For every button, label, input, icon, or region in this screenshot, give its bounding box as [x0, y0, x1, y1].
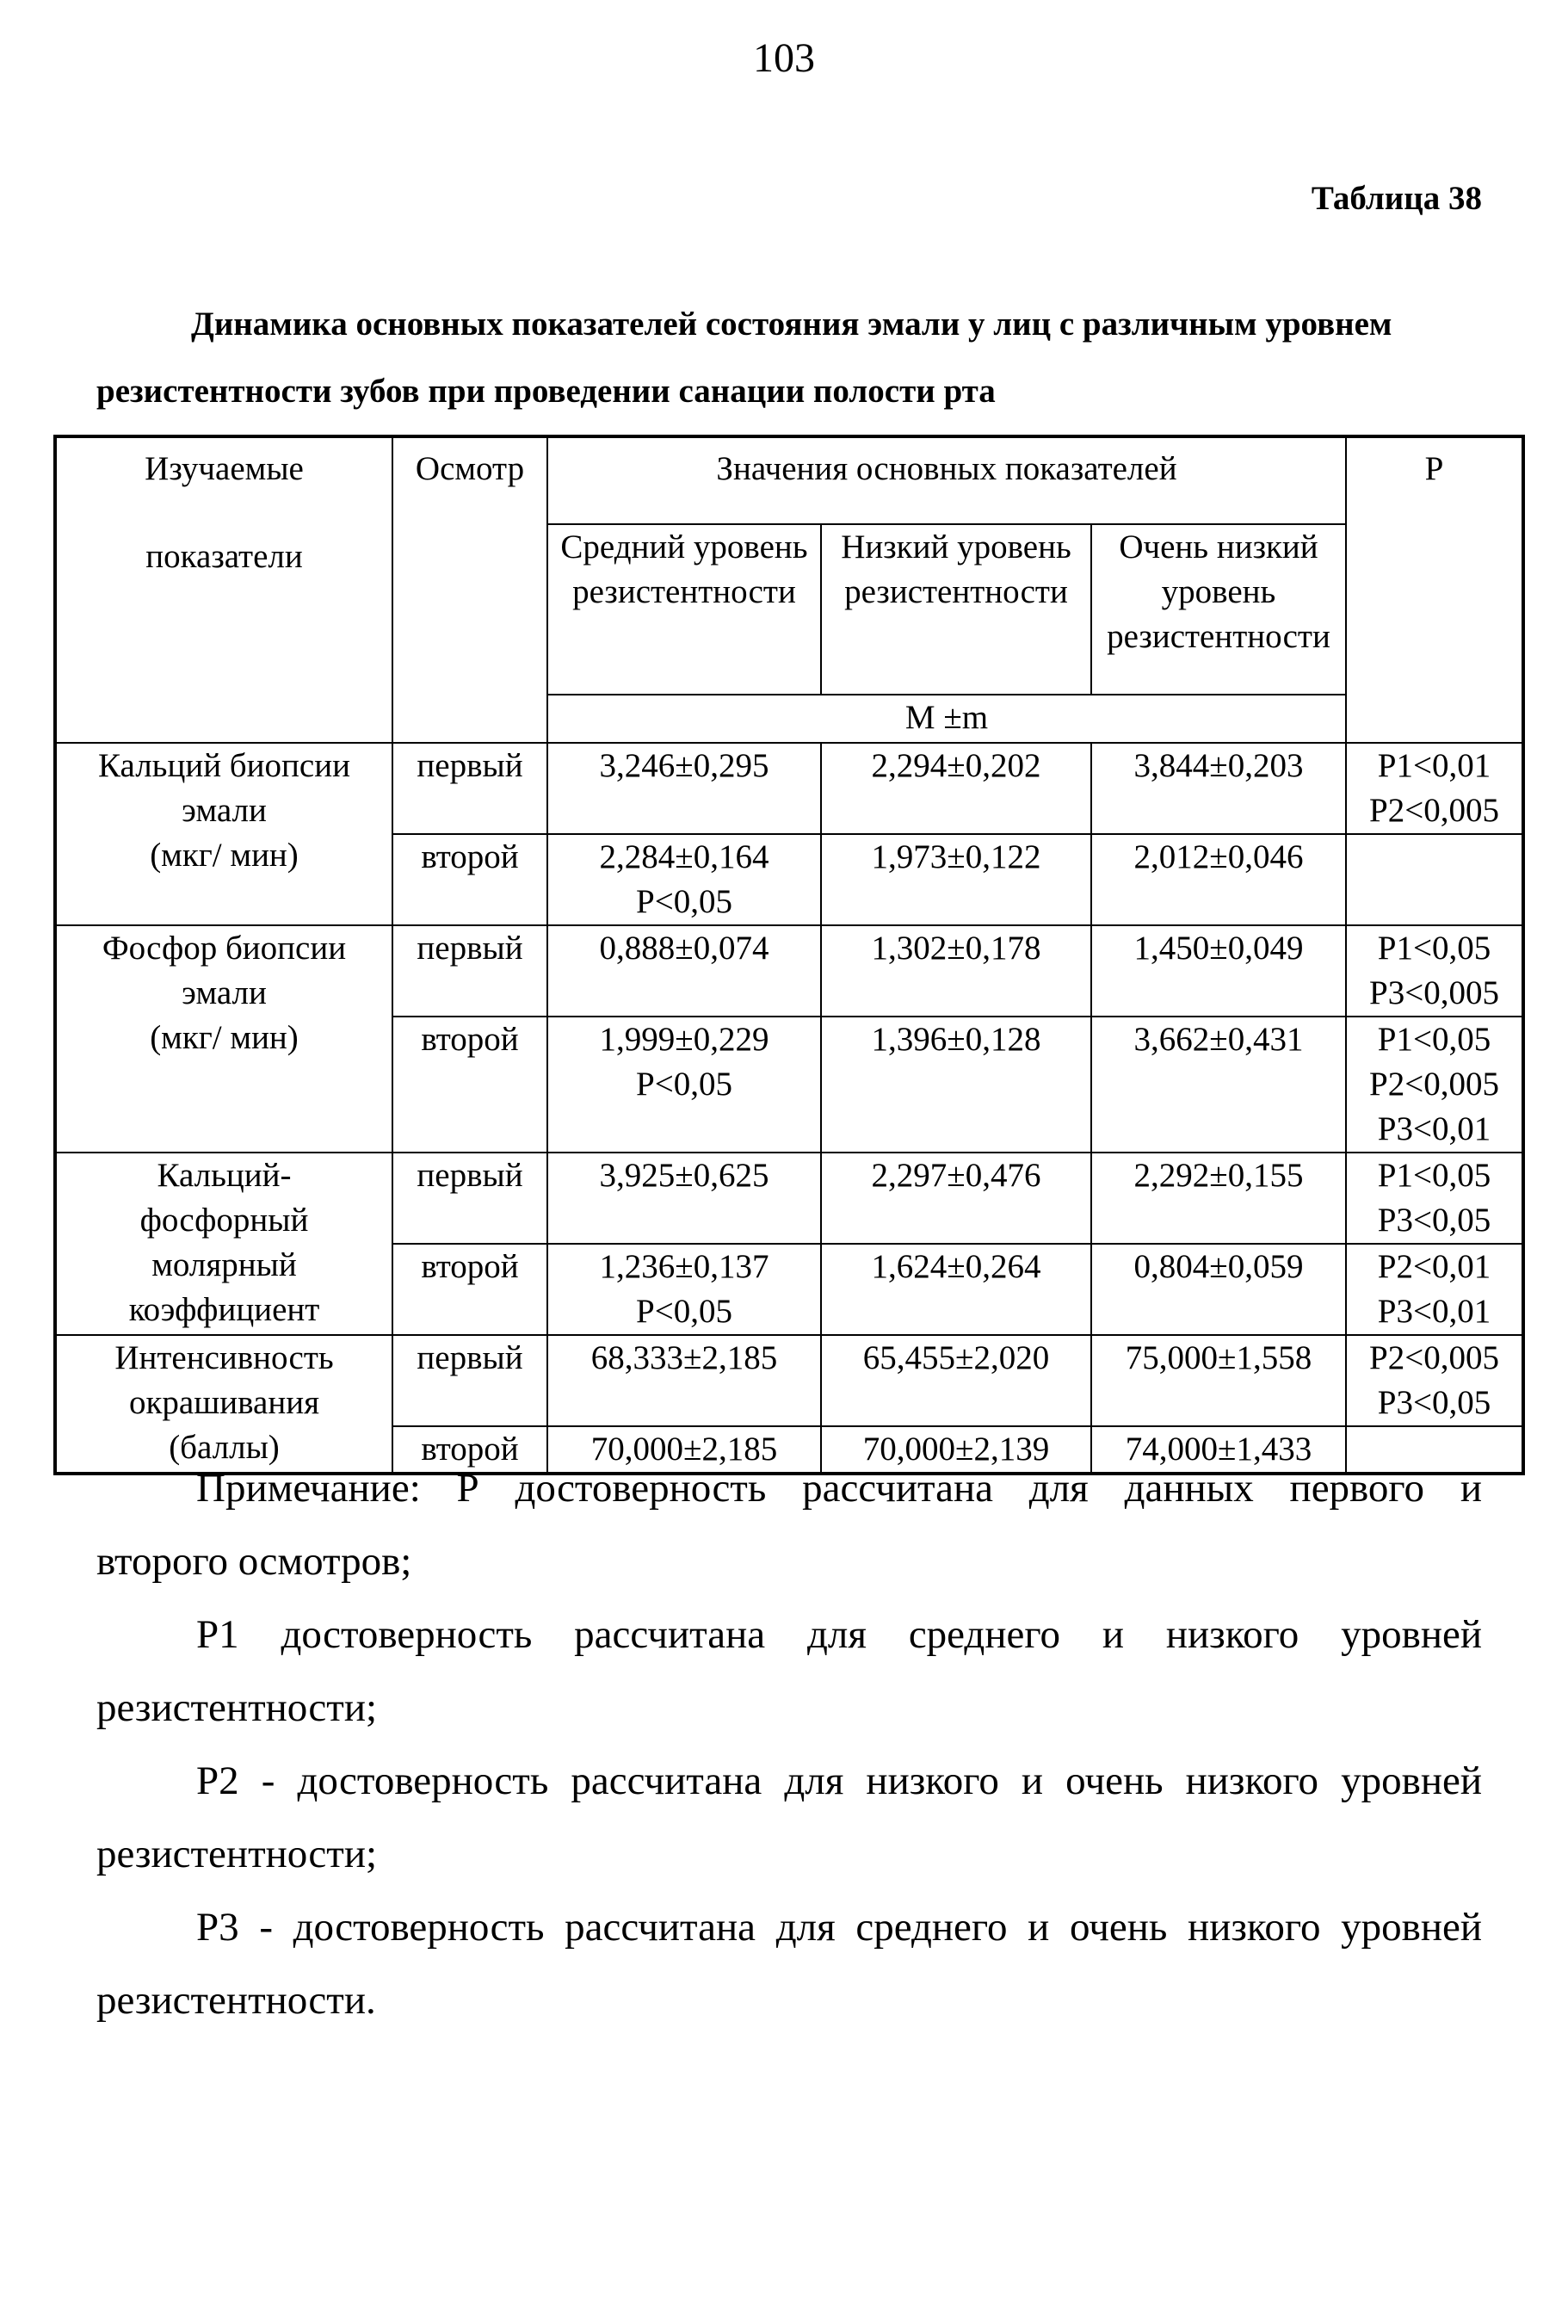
very-low-value-cell-text: 3,844±0,203: [1133, 747, 1304, 784]
low-value-cell: [821, 743, 1091, 834]
p-cell: [1346, 834, 1523, 925]
low-value-cell-text: 2,297±0,476: [871, 1157, 1041, 1194]
indicator-line: эмали: [182, 974, 267, 1011]
low-value-cell-text: 1,396±0,128: [871, 1021, 1041, 1058]
p-cell: [1346, 1335, 1523, 1426]
caption-line-1: Динамика основных показателей состояния эмали у лиц с различным уровнем: [191, 306, 1392, 343]
low-value-cell: [821, 834, 1091, 925]
p-value: Р2<0,005: [1369, 792, 1499, 829]
low-value-cell: [821, 1017, 1091, 1153]
table-row: [55, 925, 1523, 1017]
header-medium-resistance: Средний уровень резистентности: [547, 524, 821, 695]
medium-value-cell: [547, 1335, 821, 1426]
very-low-value-cell: [1091, 1017, 1346, 1153]
low-value-cell: [821, 1244, 1091, 1335]
note-3-line1: Р2 - достоверность рассчитана для низкого и очень низкого уровней: [196, 1758, 1482, 1803]
medium-significance: Р<0,05: [636, 883, 732, 920]
p-cell: [1346, 1244, 1523, 1335]
very-low-value-cell-text: 3,662±0,431: [1133, 1021, 1304, 1058]
medium-value-cell: [547, 925, 821, 1017]
header-values-group: [547, 436, 1346, 524]
medium-value-cell-text: 3,925±0,625: [599, 1157, 769, 1194]
exam-cell: [392, 925, 547, 1017]
low-value-cell-text: 1,302±0,178: [871, 930, 1041, 967]
exam-cell: [392, 1244, 547, 1335]
p-value: Р2<0,005: [1369, 1066, 1499, 1103]
p-value: Р1<0,05: [1377, 930, 1491, 967]
table-body: [55, 436, 1523, 1474]
table-notes: [96, 1452, 1482, 2037]
very-low-value-cell: [1091, 743, 1346, 834]
header-values-group-text: Значения основных показателей: [716, 450, 1177, 487]
table-caption: [96, 291, 1485, 425]
medium-significance: Р<0,05: [636, 1066, 732, 1103]
very-low-value-cell-text: 1,450±0,049: [1133, 930, 1304, 967]
header-very-low-resistance: Очень низкий уровень резистентности: [1091, 524, 1346, 695]
note-3-line2: резистентности;: [96, 1832, 378, 1876]
very-low-value-cell-text: 75,000±1,558: [1125, 1339, 1312, 1376]
note-4-line2: резистентности.: [96, 1978, 376, 2023]
note-4-line1: Р3 - достоверность рассчитана для среднего и очень низкого уровней: [196, 1905, 1482, 1950]
note-2-line2: резистентности;: [96, 1685, 378, 1730]
enamel-indicators-table: [53, 435, 1525, 1475]
medium-value-cell-text: 2,284±0,164: [599, 838, 769, 875]
medium-value-cell: [547, 1244, 821, 1335]
medium-value-cell: [547, 1153, 821, 1244]
medium-value-cell-text: 0,888±0,074: [599, 930, 769, 967]
p-cell: [1346, 925, 1523, 1017]
note-1-line1: Примечание: Р достоверность рассчитана для данных первого и: [196, 1466, 1482, 1511]
indicator-cell: [55, 743, 392, 925]
header-low-resistance: Низкий уровень резистентности: [821, 524, 1091, 695]
p-value: Р3<0,05: [1377, 1384, 1491, 1421]
header-exam-text: Осмотр: [415, 450, 525, 487]
indicator-line: (мкг/ мин): [150, 1019, 299, 1056]
exam-cell-text: второй: [421, 1248, 519, 1285]
note-1-line2: второго осмотров;: [96, 1539, 412, 1584]
exam-cell-text: первый: [417, 930, 523, 967]
low-value-cell-text: 2,294±0,202: [871, 747, 1041, 784]
indicator-line: коэффициент: [128, 1291, 320, 1328]
very-low-value-cell: [1091, 834, 1346, 925]
exam-cell-text: второй: [421, 838, 519, 875]
exam-cell: [392, 834, 547, 925]
indicator-cell: [55, 1153, 392, 1335]
header-row-1: [55, 436, 1523, 524]
low-value-cell-text: 65,455±2,020: [862, 1339, 1050, 1376]
page-number: 103: [753, 35, 815, 81]
low-value-cell: [821, 1335, 1091, 1426]
medium-value-cell: [547, 834, 821, 925]
note-2-line1: Р1 достоверность рассчитана для среднего и низкого уровней: [196, 1612, 1482, 1657]
table-row: [55, 1335, 1523, 1426]
exam-cell: [392, 1335, 547, 1426]
very-low-value-cell: [1091, 1153, 1346, 1244]
exam-cell: [392, 1017, 547, 1153]
very-low-value-cell: [1091, 925, 1346, 1017]
medium-value-cell-text: 70,000±2,185: [590, 1431, 778, 1468]
low-value-cell-text: 70,000±2,139: [862, 1431, 1050, 1468]
exam-cell-text: второй: [421, 1021, 519, 1058]
header-p: [1346, 436, 1523, 743]
p-value: Р3<0,005: [1369, 974, 1499, 1011]
very-low-value-cell-text: 2,292±0,155: [1133, 1157, 1304, 1194]
very-low-value-cell: [1091, 1335, 1346, 1426]
exam-cell: [392, 743, 547, 834]
table-label: Таблица 38: [1311, 180, 1482, 217]
caption-line-2: резистентности зубов при проведении санации полости рта: [96, 373, 996, 410]
exam-cell: [392, 1153, 547, 1244]
p-value: Р3<0,05: [1377, 1202, 1491, 1239]
low-value-cell: [821, 1153, 1091, 1244]
indicator-line: Интенсивность: [114, 1339, 334, 1376]
p-value: Р1<0,05: [1377, 1021, 1491, 1058]
exam-cell-text: первый: [417, 1157, 523, 1194]
exam-cell-text: первый: [417, 1339, 523, 1376]
indicator-line: (мкг/ мин): [150, 837, 299, 874]
medium-value-cell-text: 1,999±0,229: [599, 1021, 769, 1058]
p-value: Р3<0,01: [1377, 1293, 1491, 1330]
low-value-cell: [821, 925, 1091, 1017]
header-exam: [392, 436, 547, 743]
p-cell: [1346, 1017, 1523, 1153]
p-value: Р1<0,05: [1377, 1157, 1491, 1194]
table-row: [55, 1153, 1523, 1244]
header-indicators: [55, 436, 392, 743]
medium-significance: Р<0,05: [636, 1293, 732, 1330]
low-value-cell-text: 1,973±0,122: [871, 838, 1041, 875]
p-value: Р3<0,01: [1377, 1110, 1491, 1147]
exam-cell-text: первый: [417, 747, 523, 784]
medium-value-cell-text: 1,236±0,137: [599, 1248, 769, 1285]
p-value: Р2<0,01: [1377, 1248, 1491, 1285]
very-low-value-cell-text: 2,012±0,046: [1133, 838, 1304, 875]
header-indicators-line1: Изучаемые: [145, 450, 304, 487]
p-value: Р2<0,005: [1369, 1339, 1499, 1376]
indicator-line: окрашивания: [128, 1384, 320, 1421]
low-value-cell-text: 1,624±0,264: [871, 1248, 1041, 1285]
indicator-line: Кальций биопсии: [98, 747, 350, 784]
medium-value-cell-text: 68,333±2,185: [590, 1339, 778, 1376]
indicator-line: молярный: [151, 1246, 297, 1283]
header-p-text: Р: [1424, 450, 1444, 487]
indicator-line: Кальций-: [157, 1157, 292, 1194]
indicator-line: эмали: [182, 792, 267, 829]
p-value: Р1<0,01: [1377, 747, 1491, 784]
indicator-line: Фосфор биопсии: [102, 930, 347, 967]
indicator-line: фосфорный: [139, 1202, 309, 1239]
medium-value-cell: [547, 1017, 821, 1153]
indicator-line: (баллы): [169, 1429, 280, 1466]
p-cell: [1346, 1153, 1523, 1244]
p-cell: [1346, 743, 1523, 834]
table-row: [55, 743, 1523, 834]
header-indicators-line2: показатели: [145, 538, 303, 575]
medium-value-cell: [547, 743, 821, 834]
medium-value-cell-text: 3,246±0,295: [599, 747, 769, 784]
very-low-value-cell-text: 74,000±1,433: [1125, 1431, 1312, 1468]
very-low-value-cell: [1091, 1244, 1346, 1335]
indicator-cell: [55, 925, 392, 1153]
header-mean-unit: М ±m: [547, 695, 1346, 743]
very-low-value-cell-text: 0,804±0,059: [1133, 1248, 1304, 1285]
exam-cell-text: второй: [421, 1431, 519, 1468]
